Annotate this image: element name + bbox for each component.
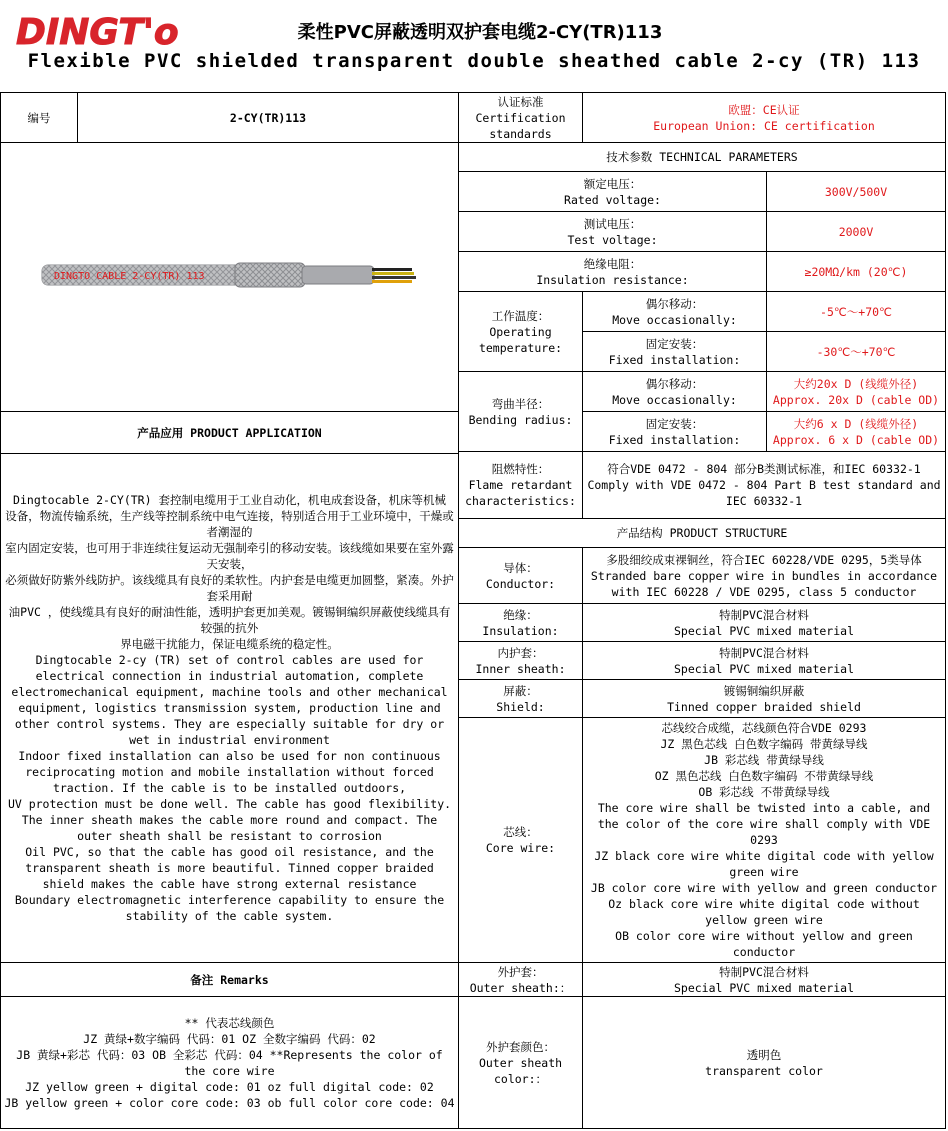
conductor-value-cn: 多股细绞成束裸铜丝，符合IEC 60228/VDE 0295，5类导体: [606, 552, 922, 567]
flame-value-en: Comply with VDE 0472 - 804 Part B test standard and IEC 60332-1: [587, 478, 941, 508]
operating-temp-move-label-cell: [582, 291, 767, 332]
shield-en: Shield:: [496, 699, 545, 714]
cert-label-cn: 认证标准: [497, 94, 544, 109]
cable-print: DINGTO CABLE 2-CY(TR) 113: [53, 271, 205, 282]
insulation-resistance-en: Insulation resistance:: [536, 272, 689, 287]
inner-sheath-cn: 内护套：: [497, 645, 544, 660]
remarks-line: JZ yellow green + digital code: 01 oz full digital code: 02: [25, 1079, 434, 1094]
conductor-en: Conductor:: [485, 576, 556, 591]
insulation-resistance-cn: 绝缘电阻：: [583, 256, 642, 271]
application-line: Indoor fixed installation can also be used for non continuous reciprocating motion and mobile installation without forced traction. If the cable is to be installed outdoors,: [18, 749, 441, 795]
bending-move-cn: 偶尔移动：: [645, 376, 704, 391]
bending-radius-label-cell: [458, 371, 583, 452]
outer-sheath-cn: 外护套：: [497, 964, 544, 979]
cable-image: [40, 257, 420, 297]
application-line: UV protection must be done well. The cable has good flexibility. The inner sheath makes the cable more round and compact. The outer sheath shall be resistant to corrosion: [7, 797, 452, 843]
logo-text: DINGT'o: [16, 12, 179, 52]
flame-value-cn: 符合VDE 0472 - 804 部分B类测试标准，和IEC 60332-1: [607, 462, 921, 476]
core-wire-value-cell: [582, 717, 946, 963]
product-image-cell: [0, 142, 459, 412]
operating-temp-fixed-value-cell: [766, 331, 946, 372]
core-wire-line: JZ black core wire white digital code with yellow green wire: [594, 849, 934, 879]
application-line: Dingtocable 2-cy (TR) set of control cables are used for electrical connection in industrial automation, complete electromechanical equipment, machine tools and other mechanical equipment, logistics transmission system, production line and other control systems. They are especially suitable for dry or wet in industrial environment: [11, 653, 448, 747]
inner-sheath-value-cn: 特制PVC混合材料: [719, 645, 809, 660]
rated-voltage-value-cell: [766, 171, 946, 212]
bending-fixed-cn: 固定安装：: [645, 416, 704, 431]
bending-move-value-en: Approx. 20x D (cable OD): [772, 392, 940, 407]
test-voltage-label-cell: [458, 211, 767, 252]
shield-cn: 屏蔽：: [503, 683, 538, 698]
core-wire-line: JZ 黑色芯线 白色数字编码 带黄绿导线: [660, 737, 868, 751]
cert-value-en: European Union: CE certification: [653, 118, 875, 133]
outer-sheath-label-cell: [458, 962, 583, 997]
structure-header-cell: [458, 518, 946, 548]
application-line: Oil PVC, so that the cable has good oil resistance, and the transparent sheath is more beautiful. Tinned copper braided shield makes the cable have strong external resistance: [25, 845, 434, 891]
operating-temp-move-value-cell: [766, 291, 946, 332]
core-wire-line: JB color core wire with yellow and green conductor: [590, 881, 938, 895]
conductor-value-en: Stranded bare copper wire in bundles in accordance with IEC 60228 / VDE 0295, class 5 conductor: [590, 568, 938, 599]
remarks-header-cell: [0, 962, 459, 997]
operating-temp-label-cell: [458, 291, 583, 372]
structure-header: 产品结构 PRODUCT STRUCTURE: [616, 526, 788, 540]
core-wire-line: The core wire shall be twisted into a cable, and the color of the core wire shall comply with VDE 0293: [597, 801, 931, 847]
operating-temp-fixed-value: -30℃～+70℃: [816, 344, 896, 359]
cert-label-cell: [458, 92, 583, 143]
core-wire-line: OB 彩芯线 不带黄绿导线: [698, 785, 830, 799]
insulation-value-cell: [582, 603, 946, 642]
operating-temp-en: Operating temperature:: [478, 324, 563, 355]
title-english: Flexible PVC shielded transparent double sheathed cable 2-cy (TR) 113: [27, 50, 921, 72]
test-voltage-value-cell: [766, 211, 946, 252]
flame-label-cell: [458, 451, 583, 519]
outer-color-label-cell: [458, 996, 583, 1129]
core-wire-line: 芯线绞合成缆，芯线颜色符合VDE 0293: [661, 721, 867, 735]
outer-color-value-en: transparent color: [705, 1063, 823, 1078]
remarks-line: JB yellow green + color core code: 03 ob full color core code: 04: [4, 1095, 455, 1110]
remarks-header: 备注 Remarks: [190, 972, 269, 987]
application-line: 油PVC ，使线缆具有良好的耐油性能，透明护套更加美观。镀锡铜编织屏蔽使线缆具有较强的抗外: [8, 605, 451, 635]
shield-value-cn: 镀锡铜编织屏蔽: [723, 683, 805, 698]
remarks-line: JZ 黄绿+数字编码 代码：01 OZ 全数字编码 代码：02: [83, 1031, 376, 1046]
spec-table: [0, 92, 946, 1129]
outer-sheath-value-en: Special PVC mixed material: [673, 980, 854, 995]
dingto-logo: [14, 10, 194, 52]
operating-temp-fixed-label-cell: [582, 331, 767, 372]
operating-temp-move-en: Move occasionally:: [612, 312, 737, 327]
cert-value-cell: [582, 92, 946, 143]
insulation-resistance-value: ≥20MΩ/km (20℃): [804, 264, 908, 279]
cert-label-en: Certification standards: [475, 110, 566, 141]
test-voltage-value: 2000V: [838, 224, 874, 239]
conductor-label-cell: [458, 547, 583, 604]
core-wire-label-cell: [458, 717, 583, 963]
rated-voltage-value: 300V/500V: [824, 184, 888, 199]
cert-value-cn: 欧盟：CE认证: [728, 102, 800, 117]
operating-temp-move-value: -5℃～+70℃: [820, 304, 892, 319]
tech-header-cell: [458, 142, 946, 172]
core-wire-line: OB color core wire without yellow and green conductor: [615, 929, 913, 959]
operating-temp-cn: 工作温度：: [491, 308, 550, 323]
insulation-value-en: Special PVC mixed material: [673, 623, 854, 638]
insulation-en: Insulation:: [482, 623, 559, 638]
bending-move-value-cn: 大约20x D (线缆外径): [793, 376, 919, 391]
operating-temp-move-cn: 偶尔移动：: [645, 296, 704, 311]
document-header: [0, 0, 948, 92]
bending-move-en: Move occasionally:: [612, 392, 737, 407]
model-value: 2-CY(TR)113: [229, 110, 307, 125]
bending-move-value-cell: [766, 371, 946, 412]
core-wire-line: OZ 黑色芯线 白色数字编码 不带黄绿导线: [654, 769, 874, 783]
test-voltage-en: Test voltage:: [567, 232, 658, 247]
bending-fixed-value-en: Approx. 6 x D (cable OD): [772, 432, 940, 447]
bending-fixed-value-cn: 大约6 x D (线缆外径): [793, 416, 919, 431]
insulation-resistance-label-cell: [458, 251, 767, 292]
shield-value-cell: [582, 679, 946, 718]
inner-sheath-value-cell: [582, 641, 946, 680]
insulation-label-cell: [458, 603, 583, 642]
shield-value-en: Tinned copper braided shield: [667, 699, 861, 714]
outer-color-value-cell: [582, 996, 946, 1129]
outer-color-cn: 外护套颜色：: [486, 1039, 555, 1054]
flame-en: Flame retardant characteristics:: [465, 478, 576, 508]
rated-voltage-en: Rated voltage:: [564, 192, 661, 207]
flame-cn: 阻燃特性：: [491, 462, 550, 476]
model-label-cell: [0, 92, 78, 143]
test-voltage-cn: 测试电压：: [583, 216, 642, 231]
flame-value-cell: [582, 451, 946, 519]
application-line: 室内固定安装，也可用于非连续往复运动无强制牵引的移动安装。该线缆如果要在室外露天安装，: [5, 541, 454, 571]
outer-color-value-cn: 透明色: [746, 1047, 782, 1062]
core-wire-line: Oz black core wire white digital code without yellow green wire: [608, 897, 920, 927]
shield-label-cell: [458, 679, 583, 718]
core-wire-en: Core wire:: [485, 841, 556, 855]
outer-color-en: Outer sheath color:：: [478, 1055, 563, 1086]
operating-temp-fixed-cn: 固定安装：: [645, 336, 704, 351]
outer-sheath-value-cn: 特制PVC混合材料: [719, 964, 809, 979]
rated-voltage-label-cell: [458, 171, 767, 212]
application-header-cell: [0, 411, 459, 454]
conductor-value-cell: [582, 547, 946, 604]
bending-fixed-value-cell: [766, 411, 946, 452]
bending-fixed-label-cell: [582, 411, 767, 452]
model-label: 编号: [27, 110, 51, 125]
inner-sheath-value-en: Special PVC mixed material: [673, 661, 854, 676]
outer-sheath-en: Outer sheath:：: [469, 980, 572, 995]
inner-sheath-en: Inner sheath:: [475, 661, 566, 676]
outer-sheath-value-cell: [582, 962, 946, 997]
insulation-resistance-value-cell: [766, 251, 946, 292]
application-line: 必须做好防紫外线防护。该线缆具有良好的柔软性。内护套是电缆更加圆整，紧凑。外护套采用耐: [5, 573, 454, 603]
core-wire-cn: 芯线：: [503, 825, 538, 839]
application-header: 产品应用 PRODUCT APPLICATION: [137, 425, 322, 440]
inner-sheath-label-cell: [458, 641, 583, 680]
conductor-cn: 导体：: [503, 560, 538, 575]
core-wire-line: JB 彩芯线 带黄绿导线: [704, 753, 824, 767]
application-line: Dingtocable 2-CY(TR) 套控制电缆用于工业自动化，机电成套设备，机床等机械 设备，物流传输系统，生产线等控制系统中电气连接，特别适合用于工业环境中，干燥或者潮湿的: [5, 493, 454, 539]
remarks-text-cell: [0, 996, 459, 1129]
bending-fixed-en: Fixed installation:: [608, 432, 741, 447]
bending-radius-en: Bending radius:: [468, 412, 573, 427]
insulation-value-cn: 特制PVC混合材料: [719, 607, 809, 622]
operating-temp-fixed-en: Fixed installation:: [608, 352, 741, 367]
model-value-cell: [77, 92, 459, 143]
title-chinese: 柔性PVC屏蔽透明双护套电缆2-CY(TR)113: [297, 22, 663, 43]
bending-radius-cn: 弯曲半径：: [491, 396, 550, 411]
insulation-cn: 绝缘：: [503, 607, 538, 622]
remarks-line: ** 代表芯线颜色: [184, 1015, 275, 1030]
application-line: 界电磁干扰能力，保证电缆系统的稳定性。: [120, 637, 339, 651]
remarks-line: JB 黄绿+彩芯 代码：03 OB 全彩芯 代码：04 **Represents the color of the core wire: [16, 1047, 443, 1078]
application-line: Boundary electromagnetic interference capability to ensure the stability of the cable system.: [14, 893, 445, 923]
bending-move-label-cell: [582, 371, 767, 412]
application-text-cell: [0, 453, 459, 963]
rated-voltage-cn: 额定电压：: [583, 176, 642, 191]
tech-header: 技术参数 TECHNICAL PARAMETERS: [606, 150, 798, 164]
